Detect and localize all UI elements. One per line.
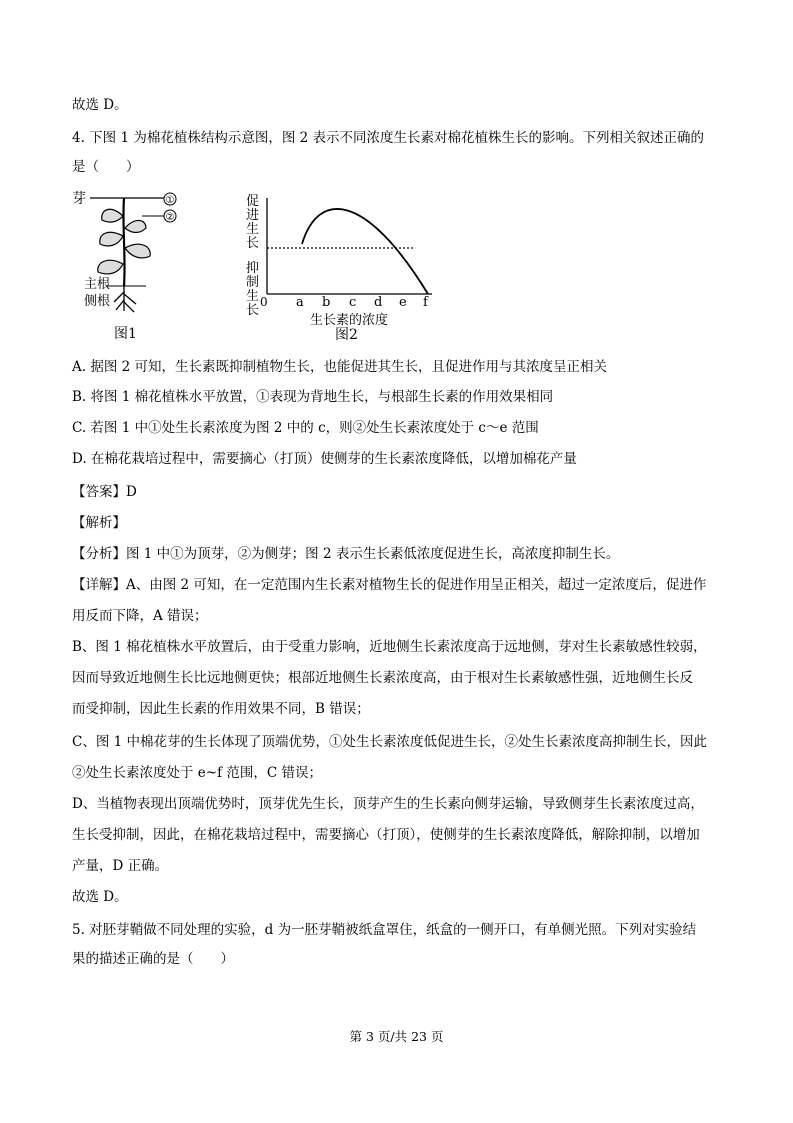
detail-b-line2: 因而导致近地侧生长比远地侧更快；根部近地侧生长素浓度高，由于根对生长素敏感性强，近地侧生长反 <box>72 670 693 686</box>
leaf <box>100 232 123 246</box>
q4-stem-line2: 是（ ） <box>72 159 140 175</box>
leaf <box>102 209 123 222</box>
svg-text:生: 生 <box>246 222 260 237</box>
leaf <box>125 244 150 258</box>
page-footer: 第 3 页/共 23 页 <box>349 1029 444 1044</box>
detail-b-line3: 而受抑制，因此生长素的作用效果不同，B 错误； <box>72 701 370 717</box>
detail-a-line2: 用反而下降，A 错误； <box>72 608 208 624</box>
x-tick-e: e <box>399 295 407 310</box>
x-tick-d: d <box>374 295 383 310</box>
option-b: B. 将图 1 棉花植株水平放置，①表现为背地生长，与根部生长素的作用效果相同 <box>72 389 554 405</box>
lateral-root-label: 侧根 <box>84 294 111 309</box>
detail-c-line1: C、图 1 中棉花芽的生长体现了顶端优势，①处生长素浓度低促进生长，②处生长素浓度高抑制生长，因此 <box>72 734 707 750</box>
prev-conclusion: 故选 D。 <box>72 97 128 113</box>
detail-b-line1: B、图 1 棉花植株水平放置后，由于受重力影响，近地侧生长素浓度高于远地侧，芽对生长素敏感性较弱， <box>72 639 707 655</box>
detail-c-line2: ②处生长素浓度处于 e~f 范围，C 错误； <box>72 765 323 781</box>
option-a: A. 据图 2 可知，生长素既抑制植物生长，也能促进其生长，且促进作用与其浓度呈正相关 <box>72 359 608 375</box>
leaf <box>98 260 123 274</box>
option-d: D. 在棉花栽培过程中，需要摘心（打顶）使侧芽的生长素浓度降低，以增加棉花产量 <box>72 451 577 467</box>
answer: 【答案】D <box>72 484 137 500</box>
q4-stem-line1: 4. 下图 1 为棉花植株结构示意图，图 2 表示不同浓度生长素对棉花植株生长的影响。下列相关叙述正确的 <box>72 130 705 146</box>
svg-text:抑: 抑 <box>246 261 260 276</box>
x-tick-a: a <box>296 295 304 310</box>
figure2-growth-chart <box>240 186 440 346</box>
analysis-summary: 【分析】图 1 中①为顶芽，②为侧芽；图 2 表示生长素低浓度促进生长，高浓度抑制生长。 <box>72 546 620 562</box>
x-axis-label: 生长素的浓度 <box>310 313 389 328</box>
svg-text:长: 长 <box>246 236 260 251</box>
conclusion: 故选 D。 <box>72 889 128 905</box>
stem <box>123 198 124 286</box>
detail-d-line2: 生长受抑制，因此，在棉花栽培过程中，需要摘心（打顶），使侧芽的生长素浓度降低，解除抑制，以增加 <box>72 827 700 843</box>
detail-d-line1: D、当植物表现出顶端优势时，顶芽优先生长，顶芽产生的生长素向侧芽运输，导致侧芽生长素浓度过高， <box>72 796 704 812</box>
y-label-promote <box>246 194 259 251</box>
analysis-heading: 【解析】 <box>72 515 126 531</box>
root-system <box>114 286 136 312</box>
q5-stem-line2: 果的描述正确的是（ ） <box>72 951 234 967</box>
bud-label: 芽 <box>72 191 86 207</box>
marker-1: ① <box>165 195 175 206</box>
option-c: C. 若图 1 中①处生长素浓度为图 2 中的 c，则②处生长素浓度处于 c～e 范围 <box>72 420 539 436</box>
svg-text:制: 制 <box>246 275 260 290</box>
svg-text:长: 长 <box>246 303 260 318</box>
detail-d-line3: 产量，D 正确。 <box>72 858 169 874</box>
growth-response-curve <box>302 209 428 294</box>
svg-text:生: 生 <box>246 289 260 304</box>
x-tick-f: f <box>423 295 428 310</box>
x-tick-b: b <box>322 295 331 310</box>
x-tick-labels <box>296 295 429 310</box>
main-root-label: 主根 <box>84 277 111 292</box>
x-tick-c: c <box>349 295 357 310</box>
marker-2: ② <box>165 212 175 223</box>
figure1-plant-diagram <box>66 186 196 346</box>
detail-a-line1: 【详解】A、由图 2 可知，在一定范围内生长素对植物生长的促进作用呈正相关，超过一定浓度后，促进作 <box>72 577 707 593</box>
figure2-caption: 图2 <box>335 327 358 343</box>
y-label-inhibit <box>246 260 259 318</box>
leaf <box>125 220 146 232</box>
q5-stem-line1: 5. 对胚芽鞘做不同处理的实验，d 为一胚芽鞘被纸盒罩住，纸盒的一侧开口，有单侧光照。下列对实验结 <box>72 922 697 938</box>
svg-text:促: 促 <box>246 194 260 209</box>
figure1-caption: 图1 <box>114 326 137 342</box>
origin-label: 0 <box>260 295 268 309</box>
svg-text:进: 进 <box>246 208 260 223</box>
